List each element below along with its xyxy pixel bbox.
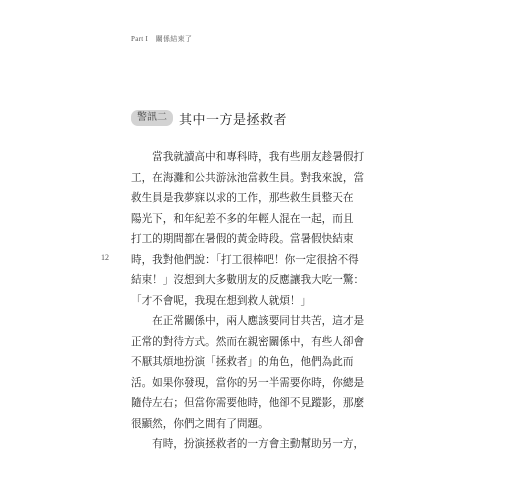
text-line: 結束！」沒想到大多數朋友的反應讓我大吃一驚：	[131, 274, 365, 286]
text-line: 隨侍左右；但當你需要他時，他卻不見蹤影，那麼	[131, 397, 365, 409]
text-line: 在正常關係中，兩人應該要同甘共苦，這才是	[131, 315, 365, 327]
text-line: 當我就讀高中和專科時，我有些朋友趁暑假打	[131, 151, 365, 163]
text-line: 時，我對他們說：「打工很棒吧！你一定很捨不得	[131, 253, 359, 266]
text-line: 有時，扮演拯救者的一方會主動幫助另一方，	[131, 438, 365, 450]
text-line: 工，在海灘和公共游泳池當救生員。對我來說，當	[131, 171, 365, 184]
text-line: 活。如果你發現，當你的另一半需要你時，你總是	[131, 376, 365, 389]
running-header	[131, 34, 192, 44]
body-text	[131, 147, 365, 455]
page-number: 12	[101, 253, 109, 262]
text-line: 不厭其煩地扮演「拯救者」的角色，他們為此而	[131, 356, 354, 368]
running-header-part: Part I	[131, 35, 149, 43]
running-header-chapter: 關係結束了	[155, 35, 193, 43]
section-badge: 警訊二	[131, 110, 173, 126]
text-line: 救生員是我夢寐以求的工作，那些救生員整天在	[131, 192, 354, 204]
section-title: 其中一方是拯救者	[179, 112, 288, 128]
text-line: 打工的期間都在暑假的黃金時段。當暑假快結束	[131, 233, 354, 245]
text-line: 很顯然，你們之間有了問題。	[131, 417, 269, 430]
text-line: 陽光下，和年紀差不多的年輕人混在一起，而且	[131, 212, 354, 225]
section-heading	[131, 109, 287, 127]
text-line: 正常的對待方式。然而在親密關係中，有些人卻會	[131, 335, 365, 348]
text-line: 「才不會呢，我現在想到救人就煩！」	[131, 294, 312, 307]
